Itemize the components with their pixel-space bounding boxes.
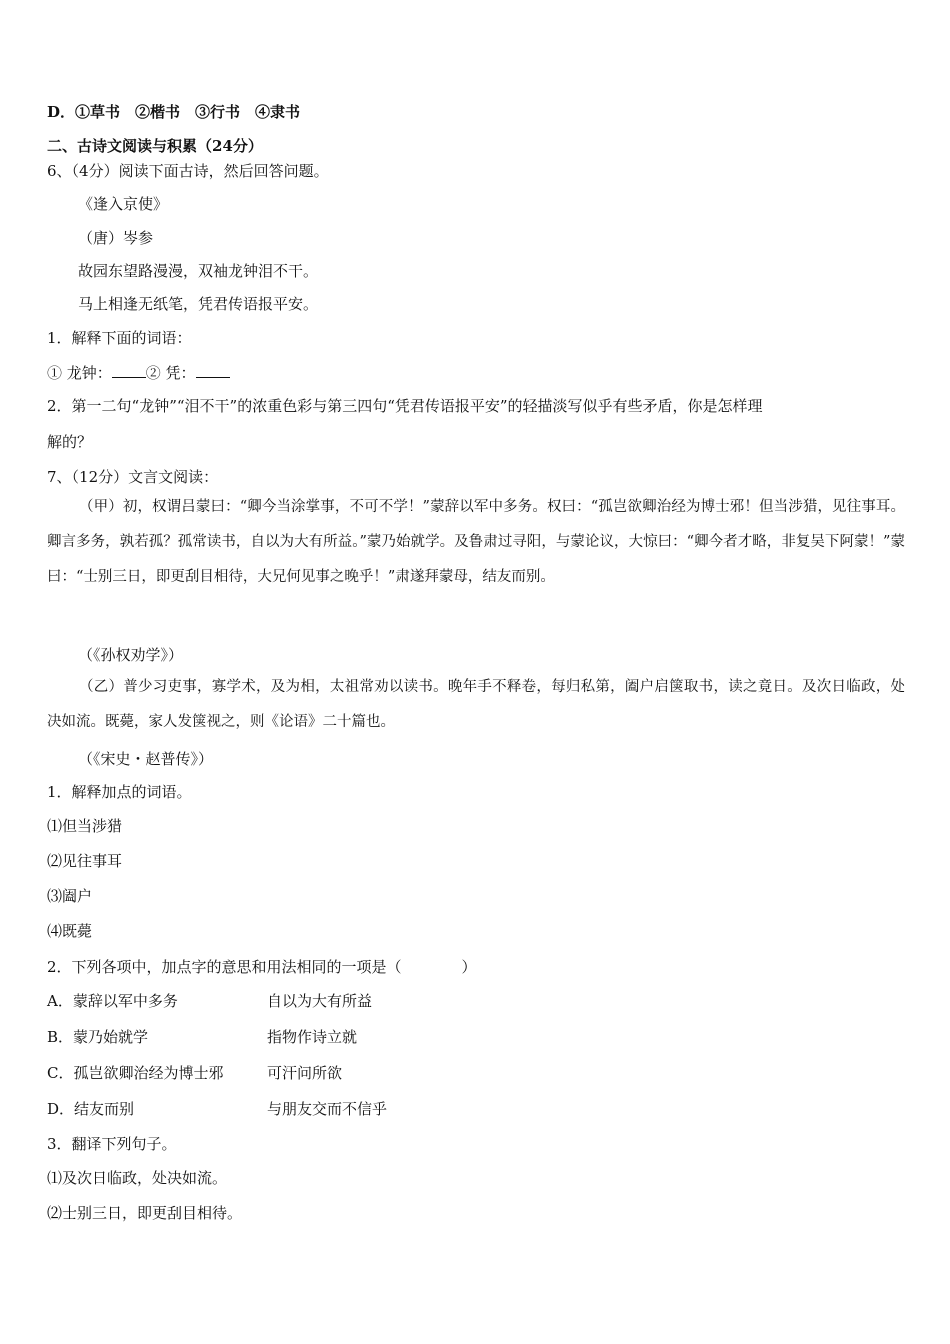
- q7-sub3: 3．翻译下列句子。: [47, 1135, 177, 1153]
- q7-sub3-item-1: ⑴及次日临政，处决如流。: [47, 1169, 228, 1187]
- q7-sub2-text: 2．下列各项中，加点字的意思和用法相同的一项是（: [47, 958, 402, 976]
- option-a-right: 自以为大有所益: [267, 992, 373, 1010]
- q7-sub1-item-3: ⑶阖户: [47, 887, 93, 905]
- q7-sub1-item-2: ⑵见往事耳: [47, 852, 123, 870]
- poem-line-2: 马上相逢无纸笔，凭君传语报平安。: [78, 295, 319, 313]
- poem-title: 《逢入京使》: [78, 195, 169, 213]
- passage-a-source: （《孙权劝学》）: [78, 646, 184, 664]
- q7-sub1: 1．解释加点的词语。: [47, 783, 192, 801]
- q6-sub1: 1．解释下面的词语：: [47, 329, 192, 347]
- option-b-left: B．蒙乃始就学: [47, 1028, 149, 1046]
- q6-sub1-a-label: ① 龙钟：: [47, 364, 112, 382]
- option-c-left: C．孤岂欲卿治经为博士邪: [47, 1064, 224, 1082]
- option-d-row: [47, 1099, 387, 1119]
- q7-sub2: [47, 957, 477, 977]
- q7-sub3-item-2: ⑵士别三日，即更刮目相待。: [47, 1204, 243, 1222]
- passage-a: （甲）初，权谓吕蒙曰：“卿今当涂掌事，不可不学！”蒙辞以军中多务。权曰：“孤岂欲卿治经为博士邪！但当涉猎，见往事耳。卿言多务，孰若孤？孤常读书，自以为大有所益。”蒙乃始就学。及鲁肃过寻阳，与蒙论议，大惊曰：“卿今者才略，非复吴下阿蒙！”蒙曰：“士别三日，即更刮目相待，大兄何见事之晚乎！”肃遂拜蒙母，结友而别。: [47, 499, 905, 585]
- q6-sub1-blanks: [47, 362, 230, 383]
- q6-sub2-line-1: 2．第一二句“龙钟”“泪不干”的浓重色彩与第三四句“凭君传语报平安”的轻描淡写似乎有些矛盾，你是怎样理: [47, 397, 763, 415]
- option-a-left: A．蒙辞以军中多务: [47, 992, 178, 1010]
- q6-sub1-b-label: ② 凭：: [145, 364, 196, 382]
- q7-sub1-item-4: ⑷既薨: [47, 922, 93, 940]
- q6-sub2-line-2: 解的？: [47, 433, 93, 451]
- option-b-row: [47, 1027, 357, 1047]
- q7-stem: 7、（12分）文言文阅读：: [47, 468, 219, 486]
- option-c-right: 可汗问所欲: [267, 1064, 343, 1082]
- option-d-right: 与朋友交而不信乎: [267, 1100, 388, 1118]
- passage-b: （乙）普少习吏事，寡学术，及为相，太祖常劝以读书。晚年手不释卷，每归私第，阖户启箧取书，读之竟日。及次日临政，处决如流。既薨，家人发箧视之，则《论语》二十篇也。: [47, 679, 905, 730]
- answer-blank-1[interactable]: [112, 362, 146, 378]
- passage-b-source: （《宋史・赵普传》）: [78, 750, 214, 768]
- option-d-left: D．结友而别: [47, 1100, 135, 1118]
- option-b-right: 指物作诗立就: [267, 1028, 358, 1046]
- option-c-row: [47, 1063, 342, 1083]
- section-title-classical-poetry: 二、古诗文阅读与积累（24分）: [47, 137, 263, 155]
- poem-line-1: 故园东望路漫漫，双袖龙钟泪不干。: [78, 262, 319, 280]
- option-d-calligraphy: D．①草书 ②楷书 ③行书 ④隶书: [47, 103, 301, 121]
- poem-author: （唐）岑参: [78, 229, 154, 247]
- q7-sub1-item-1: ⑴但当涉猎: [47, 817, 123, 835]
- q7-sub2-close: ）: [461, 958, 477, 976]
- answer-blank-2[interactable]: [196, 362, 230, 378]
- option-a-row: [47, 991, 372, 1011]
- q6-stem: 6、（4分）阅读下面古诗，然后回答问题。: [47, 162, 329, 180]
